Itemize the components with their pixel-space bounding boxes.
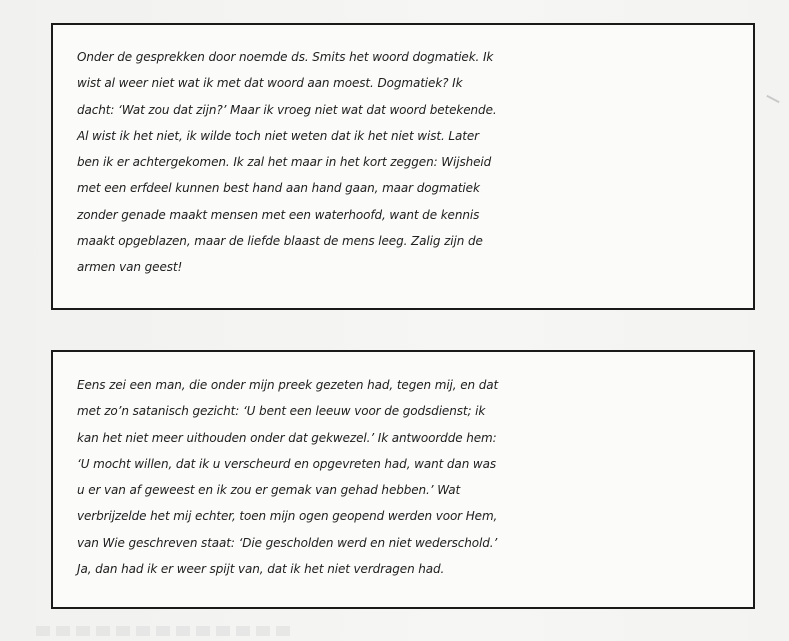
- quote-line: verbrijzelde het mij echter, toen mijn ogen geopend werden voor Hem,: [77, 509, 498, 524]
- quote-line: dacht: ‘Wat zou dat zijn?’ Maar ik vroeg niet wat dat woord betekende.: [77, 102, 497, 117]
- quote-line: kan het niet meer uithouden onder dat gekwezel.’ Ik antwoordde hem:: [77, 430, 497, 445]
- quote-line: Al wist ik het niet, ik wilde toch niet weten dat ik het niet wist. Later: [77, 128, 479, 143]
- quote-line: Ja, dan had ik er weer spijt van, dat ik het niet verdragen had.: [77, 562, 445, 577]
- quote-box-2: [51, 350, 755, 609]
- quote-line: met een erfdeel kunnen best hand aan hand gaan, maar dogmatiek: [77, 181, 480, 196]
- quote-line: met zo’n satanisch gezicht: ‘U bent een leeuw voor de godsdienst; ik: [77, 404, 486, 419]
- quote-line: armen van geest!: [77, 260, 183, 275]
- quote-line: maakt opgeblazen, maar de liefde blaast de mens leeg. Zalig zijn de: [77, 234, 483, 249]
- quote-line: ‘U mocht willen, dat ik u verscheurd en opgevreten had, want dan was: [77, 456, 497, 471]
- quote-line: wist al weer niet wat ik met dat woord aan moest. Dogmatiek? Ik: [77, 76, 463, 91]
- quote-box-1: [51, 23, 755, 310]
- quote-line: u er van af geweest en ik zou er gemak van gehad hebben.’ Wat: [77, 483, 461, 498]
- quote-line: ben ik er achtergekomen. Ik zal het maar in het kort zeggen: Wijsheid: [77, 155, 492, 170]
- quote-line: van Wie geschreven staat: ‘Die gescholden werd en niet wederschold.’: [77, 535, 498, 550]
- quote-line: zonder genade maakt mensen met een waterhoofd, want de kennis: [77, 207, 480, 222]
- faint-bleed-through: [36, 626, 296, 636]
- quote-line: Eens zei een man, die onder mijn preek gezeten had, tegen mij, en dat: [77, 378, 499, 392]
- scan-speck: [766, 95, 779, 103]
- quote-line: Onder de gesprekken door noemde ds. Smits het woord dogmatiek. Ik: [77, 50, 494, 64]
